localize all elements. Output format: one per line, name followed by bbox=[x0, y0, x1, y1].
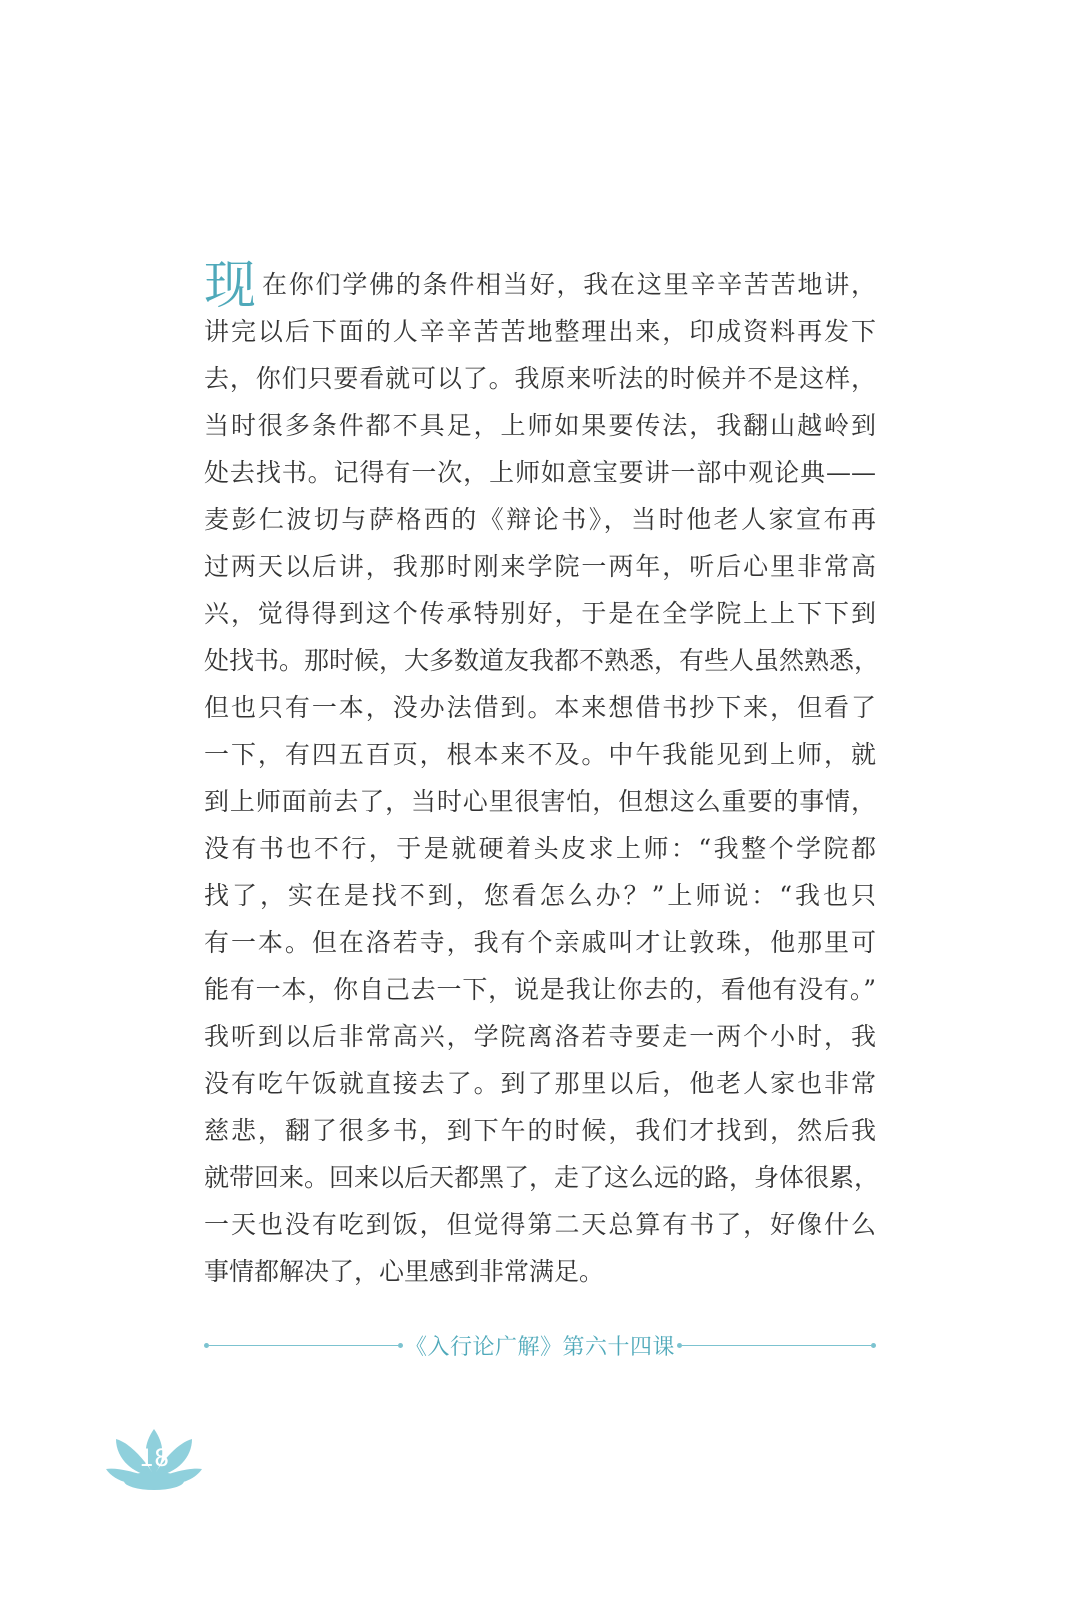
body-line: 就带回来。回来以后天都黑了，走了这么远的路，身体很累， bbox=[204, 1163, 880, 1192]
running-footer bbox=[204, 1330, 876, 1360]
body-line: 处找书。那时候，大多数道友我都不熟悉，有些人虽然熟悉， bbox=[204, 646, 880, 675]
chapter-title: 《入行论广解》第六十四课 bbox=[405, 1334, 676, 1360]
body-line: 我听到以后非常高兴，学院离洛若寺要走一两个小时，我 bbox=[204, 1022, 876, 1051]
body-line: 能有一本，你自己去一下，说是我让你去的，看他有没有。” bbox=[204, 975, 876, 1004]
body-line: 没有吃午饭就直接去了。到了那里以后，他老人家也非常 bbox=[204, 1069, 876, 1098]
body-line: 但也只有一本，没办法借到。本来想借书抄下来，但看了 bbox=[204, 693, 876, 722]
body-line: 过两天以后讲，我那时刚来学院一两年，听后心里非常高 bbox=[204, 552, 876, 581]
body-line: 到上师面前去了，当时心里很害怕，但想这么重要的事情， bbox=[204, 787, 876, 816]
rule-end-dot-right bbox=[871, 1343, 876, 1348]
first-line-text: 在你们学佛的条件相当好，我在这里辛辛苦苦地讲， bbox=[262, 270, 876, 299]
first-line bbox=[204, 250, 876, 316]
body-line: 有一本。但在洛若寺，我有个亲戚叫才让敦珠，他那里可 bbox=[204, 928, 876, 957]
drop-cap: 现 bbox=[204, 256, 257, 316]
body-line: 麦彭仁波切与萨格西的《辩论书》，当时他老人家宣布再 bbox=[204, 505, 876, 534]
body-line: 兴，觉得得到这个传承特别好，于是在全学院上上下下到 bbox=[204, 599, 876, 628]
body-line: 讲完以后下面的人辛辛苦苦地整理出来，印成资料再发下 bbox=[204, 317, 876, 346]
body-line: 一天也没有吃到饭，但觉得第二天总算有书了，好像什么 bbox=[204, 1210, 876, 1239]
article-body bbox=[204, 250, 880, 1295]
body-line: 没有书也不行，于是就硬着头皮求上师：“我整个学院都 bbox=[204, 834, 876, 863]
body-line: 当时很多条件都不具足，上师如果要传法，我翻山越岭到 bbox=[204, 411, 876, 440]
rule-line-left bbox=[209, 1345, 398, 1346]
body-line: 去，你们只要看就可以了。我原来听法的时候并不是这样， bbox=[204, 364, 876, 393]
page-number: 18 bbox=[138, 1444, 170, 1472]
body-line: 找了，实在是找不到，您看怎么办？”上师说：“我也只 bbox=[204, 881, 876, 910]
body-line: 一下，有四五百页，根本来不及。中午我能见到上师，就 bbox=[204, 740, 876, 769]
page-number-badge bbox=[104, 1425, 204, 1491]
body-line: 事情都解决了，心里感到非常满足。 bbox=[204, 1257, 605, 1286]
body-line: 处去找书。记得有一次，上师如意宝要讲一部中观论典—— bbox=[204, 458, 876, 487]
rule-line-right bbox=[682, 1345, 871, 1346]
body-line: 慈悲，翻了很多书，到下午的时候，我们才找到，然后我 bbox=[204, 1116, 876, 1145]
